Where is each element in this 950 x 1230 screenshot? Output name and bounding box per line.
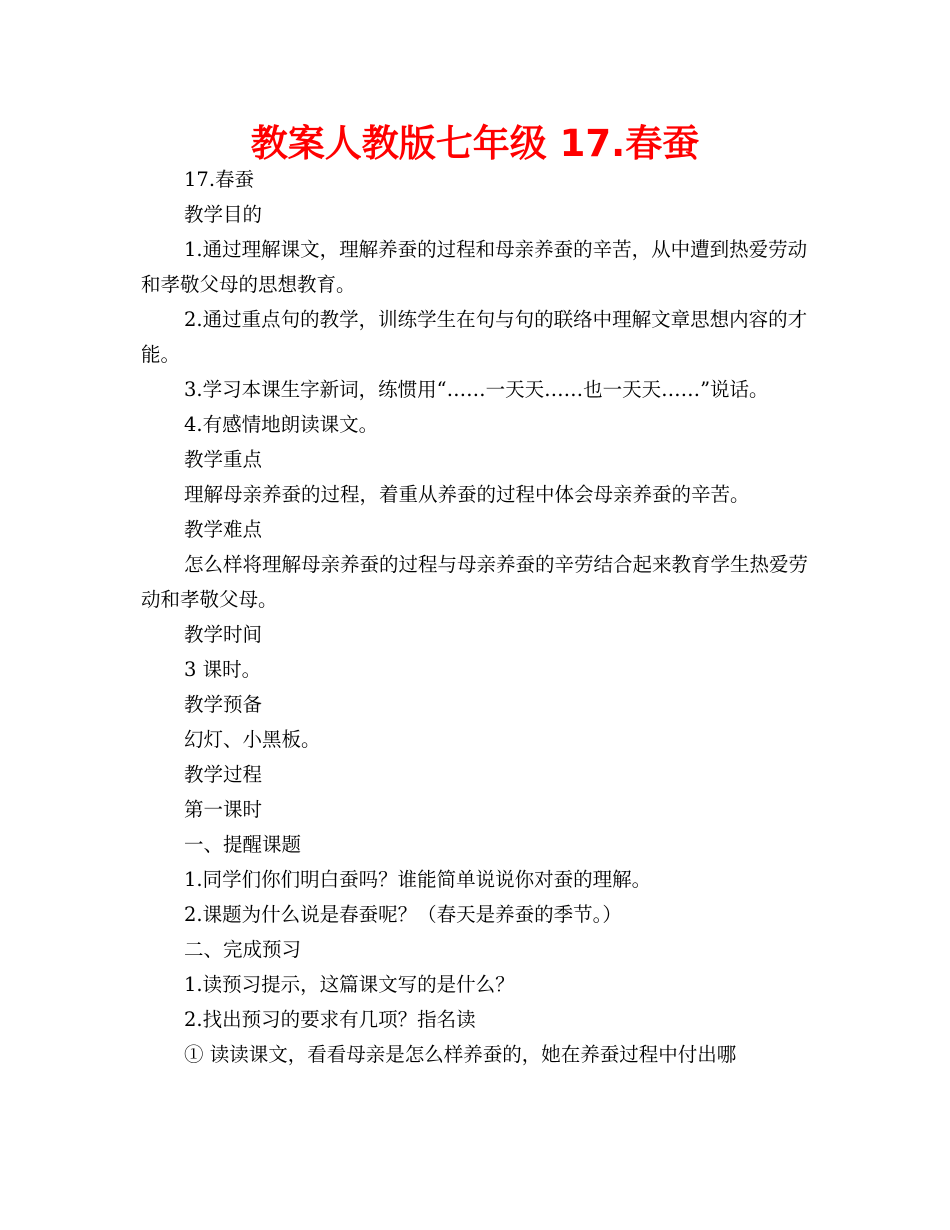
document-title: 教案人教版七年级 17.春蚕: [250, 122, 700, 165]
objective-1: 1.通过理解课文，理解养蚕的过程和母亲养蚕的辛苦，从中遭到热爱劳动和孝敬父母的思想教育。: [141, 238, 808, 296]
difficulties-text: 怎么样将理解母亲养蚕的过程与母亲养蚕的辛劳结合起来教育学生热爱劳动和孝敬父母。: [141, 553, 809, 611]
section-heading-objectives: 教学目的: [184, 203, 263, 226]
preparation-text: 幻灯、小黑板。: [184, 728, 321, 751]
section-heading-difficulties: 教学难点: [184, 518, 263, 541]
time-text: 3 课时。: [184, 658, 262, 681]
section-heading-key-points: 教学重点: [184, 448, 263, 471]
step-1-item-1: 1.同学们你们明白蚕吗？谁能简单说说你对蚕的理解。: [184, 868, 652, 891]
step-1-item-2: 2.课题为什么说是春蚕呢？（春天是养蚕的季节。）: [184, 903, 622, 926]
document-body: [141, 162, 809, 1072]
section-heading-lesson: 17.春蚕: [184, 168, 255, 191]
step-2-heading: 二、完成预习: [184, 938, 302, 961]
objective-4: 4.有感情地朗读课文。: [184, 413, 379, 436]
step-1-heading: 一、提醒课题: [184, 833, 302, 856]
section-heading-time: 教学时间: [184, 623, 263, 646]
section-heading-preparation: 教学预备: [184, 693, 263, 716]
first-lesson-heading: 第一课时: [184, 798, 263, 821]
objective-2: 2.通过重点句的教学，训练学生在句与句的联络中理解文章思想内容的才能。: [141, 308, 808, 366]
step-2-item-2-sub-1: ① 读读课文，看看母亲是怎么样养蚕的，她在养蚕过程中付出哪: [184, 1043, 737, 1066]
objective-3: 3.学习本课生字新词，练惯用“……一天天……也一天天……”说话。: [184, 378, 769, 401]
key-points-text: 理解母亲养蚕的过程，着重从养蚕的过程中体会母亲养蚕的辛苦。: [184, 483, 750, 506]
step-2-item-2: 2.找出预习的要求有几项？指名读: [184, 1008, 476, 1031]
step-2-item-1: 1.读预习提示，这篇课文写的是什么？: [184, 973, 515, 996]
section-heading-process: 教学过程: [184, 763, 263, 786]
